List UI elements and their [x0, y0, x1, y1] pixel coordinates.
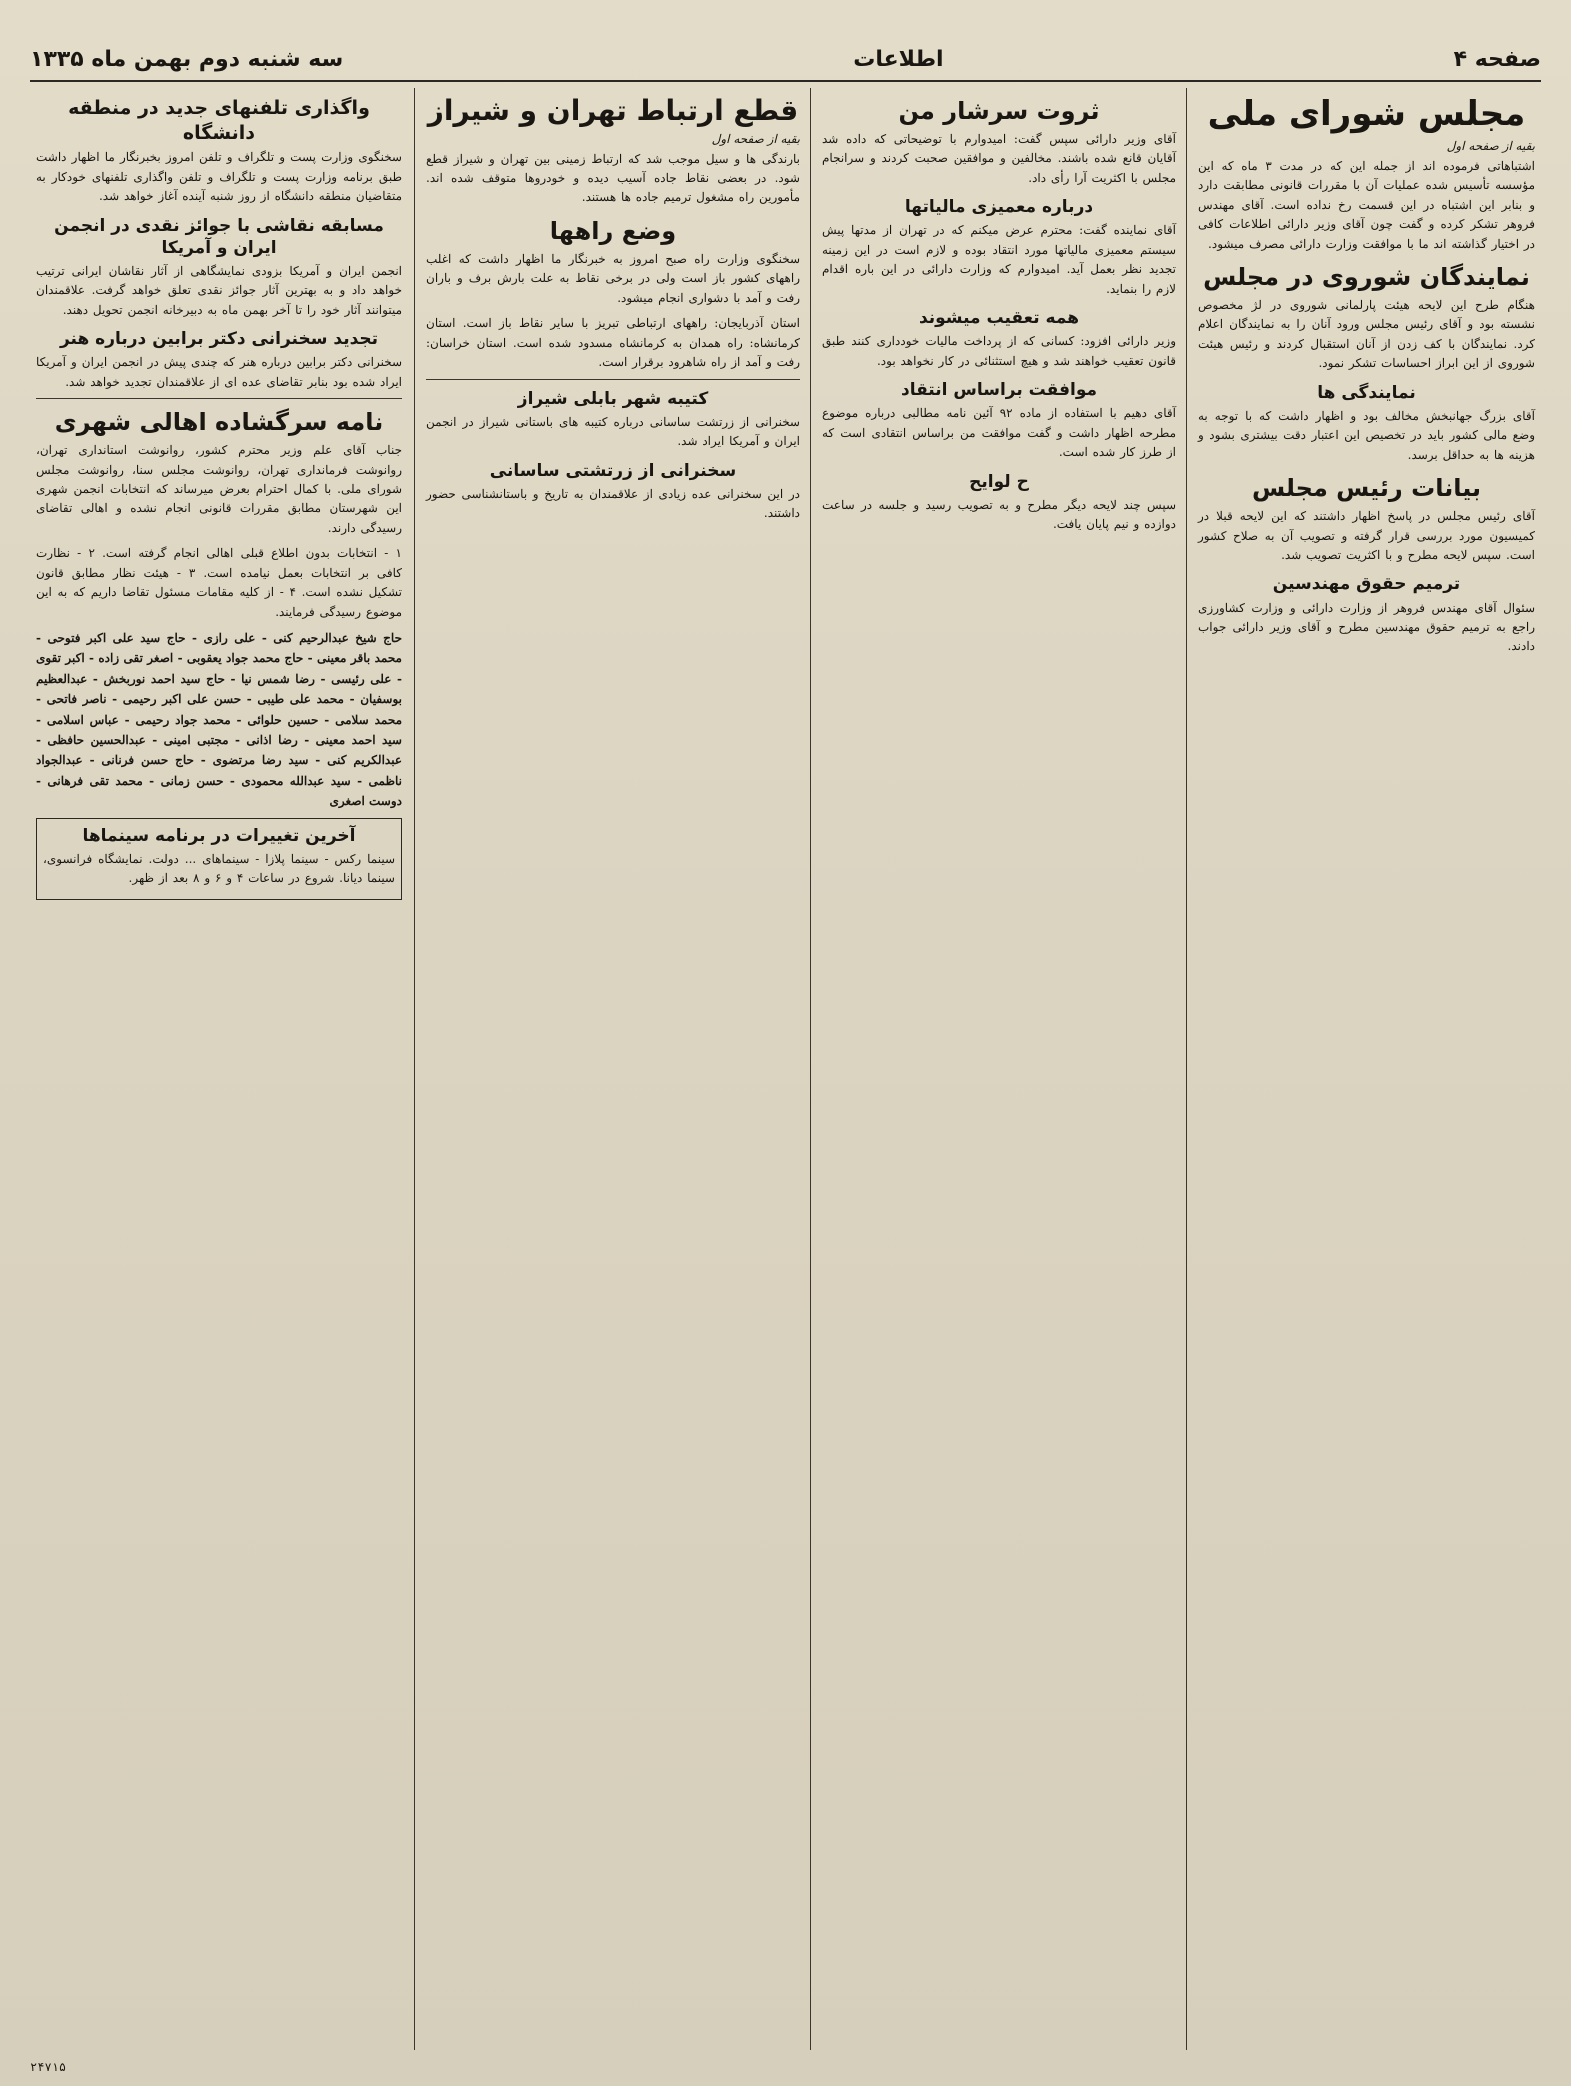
article-body: هنگام طرح این لایحه هیئت پارلمانی شوروی در لژ مخصوص نشسته بود و آقای رئیس مجلس ورود آنان را به نمایندگان اعلام کرد. نمایندگان با کف زدن از آنان استقبال کردند و رئیس هیئت شوروی از این ابراز احساسات تشکر نمود. [1198, 297, 1535, 371]
issue-date: سه شنبه دوم بهمن ماه ۱۳۳۵ [30, 46, 344, 72]
subheadline-bills: ح لوایح [969, 471, 1029, 492]
subheadline-road-conditions: وضع راهها [549, 216, 677, 245]
section-divider [36, 398, 402, 399]
column-roads [420, 88, 806, 2050]
column-parliament [1192, 88, 1541, 2050]
article-body: سخنگوی وزارت پست و تلگراف و تلفن امروز بخبرنگار ما اظهار داشت طبق برنامه وزارت پست و تلگراف و تلفن واگذاری تلفنهای خودکار به متقاضیان منطقه دانشگاه از روز شنبه آینده آغاز خواهد شد. [36, 150, 402, 204]
page-label: صفحه ۴ [1453, 46, 1541, 72]
article-body: آقای دهیم با استفاده از ماده ۹۲ آئین نامه مطالبی درباره موضوع مطرحه اظهار داشت و گفت موافقت من براساس انتقادی است که از طرز کار شده است. [822, 406, 1176, 460]
column-city [30, 88, 408, 2050]
headline-cinema-changes: آخرین تغییرات در برنامه سینماها [82, 825, 356, 846]
article-body: سخنگوی وزارت راه صبح امروز به خبرنگار ما اظهار داشت که اغلب راههای کشور باز است ولی در برخی نقاط به علت بارش برف و باران رفت و آمد با دشواری انجام میشود. [426, 251, 801, 305]
article-body: سپس چند لایحه دیگر مطرح و به تصویب رسید و جلسه در ساعت دوازده و نیم پایان یافت. [822, 497, 1176, 532]
article-body: سخنرانی از زرتشت ساسانی درباره کتیبه های باستانی شیراز در انجمن ایران و آمریکا ایراد شد. [426, 414, 800, 449]
column-rule [810, 88, 811, 2050]
subheadline-representations: نمایندگی ها [1317, 382, 1416, 403]
article-body: سئوال آقای مهندس فروهر از وزارت دارائی و وزارت کشاورزی راجع به ترمیم حقوق مهندسین مطرح و آقای وزیر دارائی جواب دادند. [1198, 600, 1535, 654]
article-body: انجمن ایران و آمریکا بزودی نمایشگاهی از آثار نقاشان ایرانی ترتیب خواهد داد و به بهترین آثار جوائز نقدی تعلق خواهد گرفت. علاقمندان میتوانند آثار خود را تا آخر بهمن ماه به دبیرخانه انجمن تحویل دهند. [36, 263, 402, 317]
article-body: آقای وزیر دارائی سپس گفت: امیدوارم با توضیحاتی که داده شد آقایان قانع شده باشند. مخالفین و موافقین صحبت کردند و سرانجام مجلس با اکثریت آرا رأی داد. [822, 132, 1176, 185]
paper-name: اطلاعات [853, 46, 944, 72]
article-body: بارندگی ها و سیل موجب شد که ارتباط زمینی بین تهران و شیراز قطع شود. در بعضی نقاط جاده آسیب دیده و خودروها متوقف شده اند. مأمورین راه مشغول ترمیم جاده ها هستند. [426, 151, 800, 205]
article-body: جناب آقای علم وزیر محترم کشور، روانوشت استانداری تهران، روانوشت فرمانداری تهران، روانوشت مجلس سنا، روانوشت مجلس شورای ملی. با کمال احترام بعرض میرساند که انتخابات انجمن شهری این شهرستان مطابق مقررات قانونی انجام نشده و اهالی تقاضای رسیدگی دارند. [36, 443, 402, 535]
kicker-parliament: بقیه از صفحه اول [1446, 138, 1535, 153]
masthead [30, 42, 1541, 76]
kicker-roads: بقیه از صفحه اول [711, 131, 800, 146]
subheadline-speaker-remarks: بیانات رئیس مجلس [1251, 474, 1482, 503]
masthead-rule [30, 80, 1541, 82]
article-body: اشتباهاتی فرموده اند از جمله این که در مدت ۳ ماه که این مؤسسه تأسیس شده عملیات آن با مقررات قانونی مطابقت دارد و بنابر این اشتباه در این قسمت رخ نداده است. آقای مهندس فروهر تشکر کرده و گفت چون آقای وزیر دارائی اطلاعات کافی در اختیار گذاشته اند ما با موافقت وزارت دارائی مصرف میشود. [1198, 158, 1535, 251]
article-body: سخنرانی دکتر برابین درباره هنر که چندی پیش در انجمن ایران و آمریکا ایراد شده بود بنابر تقاضای عده ای از علاقمندان تجدید خواهد شد. [36, 355, 402, 389]
subheadline-tax-audit: درباره معمیزی مالیاتها [904, 197, 1094, 218]
article-body: آقای رئیس مجلس در پاسخ اظهار داشتند که این لایحه قبلا در کمیسیون مورد بررسی قرار گرفته و تصویب آن به صلاح کشور است. سپس لایحه مطرح و با اکثریت تصویب شد. [1198, 509, 1535, 563]
subheadline-shiraz-inscription: کتیبه شهر بابلی شیراز [517, 388, 709, 409]
cinema-box [36, 818, 402, 900]
column-wealth [816, 88, 1182, 2050]
subheadline-art-lecture: تجدید سخنرانی دکتر برابین درباره هنر [59, 329, 379, 350]
article-body: وزیر دارائی افزود: کسانی که از پرداخت مالیات خودداری کنند طبق قانون تعقیب خواهند شد و هیچ استثنائی در کار نخواهد بود. [822, 334, 1176, 368]
headline-university-phones: واگذاری تلفنهای جدید در منطقه دانشگاه [68, 97, 370, 144]
article-body: در این سخنرانی عده زیادی از علاقمندان به تاریخ و باستانشناسی حضور داشتند. [426, 486, 800, 521]
article-body: آقای بزرگ جهانبخش مخالف بود و اظهار داشت که با توجه به وضع مالی کشور باید در تخصیص این اعتبار دقت بیشتری بشود و هزینه ها به حداقل برسد. [1198, 408, 1535, 462]
article-body: استان آذربایجان: راههای ارتباطی تبریز با سایر نقاط باز است. استان کرمانشاه: راه همدان به کرمانشاه مسدود شده است. استان خراسان: رفت و آمد از راه شاهرود برقرار است. [426, 316, 800, 370]
headline-wealth: ثروت سرشار من [898, 97, 1100, 125]
headline-tehran-shiraz: قطع ارتباط تهران و شیراز [427, 94, 799, 127]
subheadline-soviet-delegation: نمایندگان شوروی در مجلس [1203, 262, 1530, 291]
cinema-body: سینما رکس - سینما پلازا - سینماهای ... دولت. نمایشگاه فرانسوی، سینما دیانا. شروع در ساعات ۴ و ۶ و ۸ بعد از ظهر. [43, 851, 395, 886]
column-rule [1186, 88, 1187, 2050]
subheadline-engineers-salary: ترمیم حقوق مهندسین [1272, 574, 1461, 595]
subheadline-all-prosecuted: همه تعقیب میشوند [918, 308, 1080, 329]
headline-open-letter: نامه سرگشاده اهالی شهری [54, 408, 384, 437]
article-body: آقای نماینده گفت: محترم عرض میکنم که در تهران از مدتها پیش سیستم معمیزی مالیاتها مورد انتقاد بوده و لازم است در این زمینه تجدید نظر بعمل آید. امیدوارم که وزارت دارائی در این باره اقدام لازم را بنماید. [822, 223, 1176, 296]
article-body: ۱ - انتخابات بدون اطلاع قبلی اهالی انجام گرفته است. ۲ - نظارت کافی بر انتخابات بعمل نیامده است. ۳ - هیئت نظار مطابق قانون تشکیل نشده است. ۴ - از کلیه مقامات مسئول تقاضا داریم که به این موضوع رسیدگی فرمایند. [36, 546, 402, 619]
subheadline-painting-contest: مسابقه نقاشی با جوائز نقدی در انجمن ایران و آمریکا [54, 215, 384, 258]
section-divider [426, 379, 800, 380]
subheadline-agreement-criticism: موافقت براساس انتقاد [900, 380, 1098, 401]
column-rule [414, 88, 415, 2050]
subheadline-zoroastrian-lecture: سخنرانی از زرتشتی ساسانی [489, 460, 737, 481]
footer-code: ۲۴۷۱۵ [30, 2060, 67, 2074]
signatories-list: حاج شیخ عبدالرحیم کنی - علی رازی - حاج سید علی اکبر فتوحی - محمد باقر معینی - حاج محمد جواد یعقوبی - اصغر تقی زاده - اکبر تقوی - علی رئیسی - رضا شمس نیا - حاج سید احمد نوربخش - عبدالعظیم بوسفیان - محمد علی طیبی - حسن علی اکبر رحیمی - ناصر فاتحی - محمد سلامی - حسین حلوائی - محمد جواد رحیمی - عباس اسلامی - سید احمد معینی - رضا اذانی - مجتبی امینی - عبدالحسین حافظی - عبدالکریم کنی - سید رضا مرتضوی - حاج حسن فرنانی - عبدالجواد ناظمی - سید عبدالله محمودی - حسن زمانی - محمد تقی فرهانی - دوست اصغری [36, 631, 402, 809]
headline-parliament: مجلس شورای ملی [1207, 94, 1526, 134]
